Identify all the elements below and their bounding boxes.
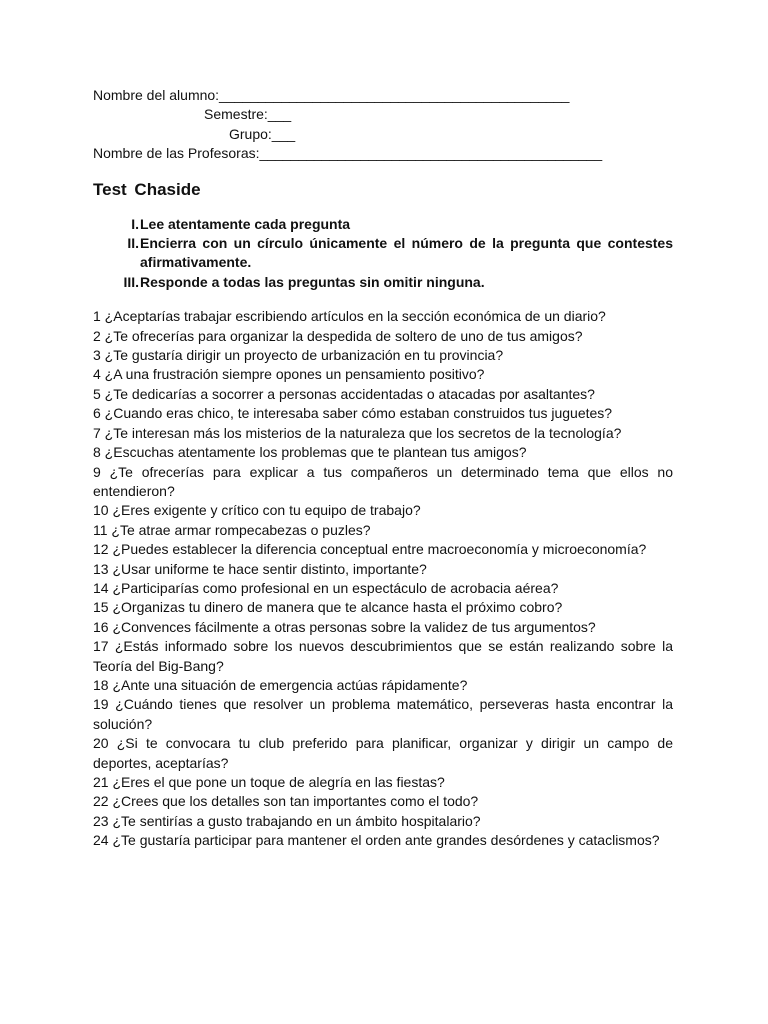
question-item: 23 ¿Te sentirías a gusto trabajando en un ámbito hospitalario?	[93, 812, 481, 829]
question-item: 17 ¿Estás informado sobre los nuevos descubrimientos que se están realizando sobre la Teoría del Big-Bang?	[93, 638, 673, 674]
question-item: 7 ¿Te interesan más los misterios de la naturaleza que los secretos de la tecnología?	[93, 424, 622, 441]
instruction-number: II.	[127, 235, 139, 252]
question-item: 22 ¿Crees que los detalles son tan importantes como el todo?	[93, 793, 479, 810]
question-item: 24 ¿Te gustaría participar para mantener el orden ante grandes desórdenes y cataclismos?	[93, 832, 660, 849]
group-field: Grupo:___	[229, 125, 296, 142]
instruction-text: Responde a todas las preguntas sin omitir ninguna.	[140, 273, 485, 290]
question-item: 18 ¿Ante una situación de emergencia actúas rápidamente?	[93, 676, 468, 693]
question-item: 16 ¿Convences fácilmente a otras personas sobre la validez de tus argumentos?	[93, 618, 596, 635]
question-item: 6 ¿Cuando eras chico, te interesaba saber cómo estaban construidos tus juguetes?	[93, 405, 613, 422]
teachers-name-field: Nombre de las Profesoras:____________________________________________	[93, 145, 603, 162]
question-item: 15 ¿Organizas tu dinero de manera que te alcance hasta el próximo cobro?	[93, 599, 563, 616]
instruction-text: Lee atentamente cada pregunta	[140, 215, 351, 232]
question-item: 11 ¿Te atrae armar rompecabezas o puzles?	[93, 521, 371, 538]
page-title: Test Chaside	[93, 179, 201, 199]
semester-field: Semestre:___	[204, 106, 292, 123]
question-item: 9 ¿Te ofrecerías para explicar a tus compañeros un determinado tema que ellos no entendieron?	[93, 463, 673, 499]
question-item: 13 ¿Usar uniforme te hace sentir distinto, importante?	[93, 560, 427, 577]
student-name-field: Nombre del alumno:_____________________________________________	[93, 87, 570, 103]
question-item: 3 ¿Te gustaría dirigir un proyecto de urbanización en tu provincia?	[93, 347, 504, 364]
question-item: 2 ¿Te ofrecerías para organizar la despedida de soltero de uno de tus amigos?	[93, 327, 583, 344]
questions-list	[93, 307, 673, 850]
instruction-text: Encierra con un círculo únicamente el número de la pregunta que contestes afirmativamente.	[140, 235, 673, 271]
question-item: 21 ¿Eres el que pone un toque de alegría en las fiestas?	[93, 774, 445, 790]
question-item: 14 ¿Participarías como profesional en un espectáculo de acrobacia aérea?	[93, 579, 559, 596]
question-item: 4 ¿A una frustración siempre opones un pensamiento positivo?	[93, 366, 485, 383]
instruction-number: I.	[131, 215, 139, 232]
instructions-list	[93, 215, 673, 293]
instruction-item	[93, 234, 673, 273]
question-item: 19 ¿Cuándo tienes que resolver un problema matemático, perseveras hasta encontrar la solución?	[93, 696, 673, 732]
question-item: 1 ¿Aceptarías trabajar escribiendo artículos en la sección económica de un diario?	[93, 308, 606, 325]
question-item: 8 ¿Escuchas atentamente los problemas que te plantean tus amigos?	[93, 444, 527, 461]
question-item: 20 ¿Si te convocara tu club preferido para planificar, organizar y dirigir un campo de deportes, aceptarías?	[93, 735, 673, 771]
question-item: 12 ¿Puedes establecer la diferencia conceptual entre macroeconomía y microeconomía?	[93, 541, 647, 558]
instruction-number: III.	[123, 273, 139, 290]
question-item: 10 ¿Eres exigente y crítico con tu equipo de trabajo?	[93, 502, 421, 519]
question-item: 5 ¿Te dedicarías a socorrer a personas accidentadas o atacadas por asaltantes?	[93, 385, 595, 402]
instruction-item	[93, 215, 673, 234]
document-page	[93, 86, 673, 851]
instruction-item	[93, 273, 673, 292]
